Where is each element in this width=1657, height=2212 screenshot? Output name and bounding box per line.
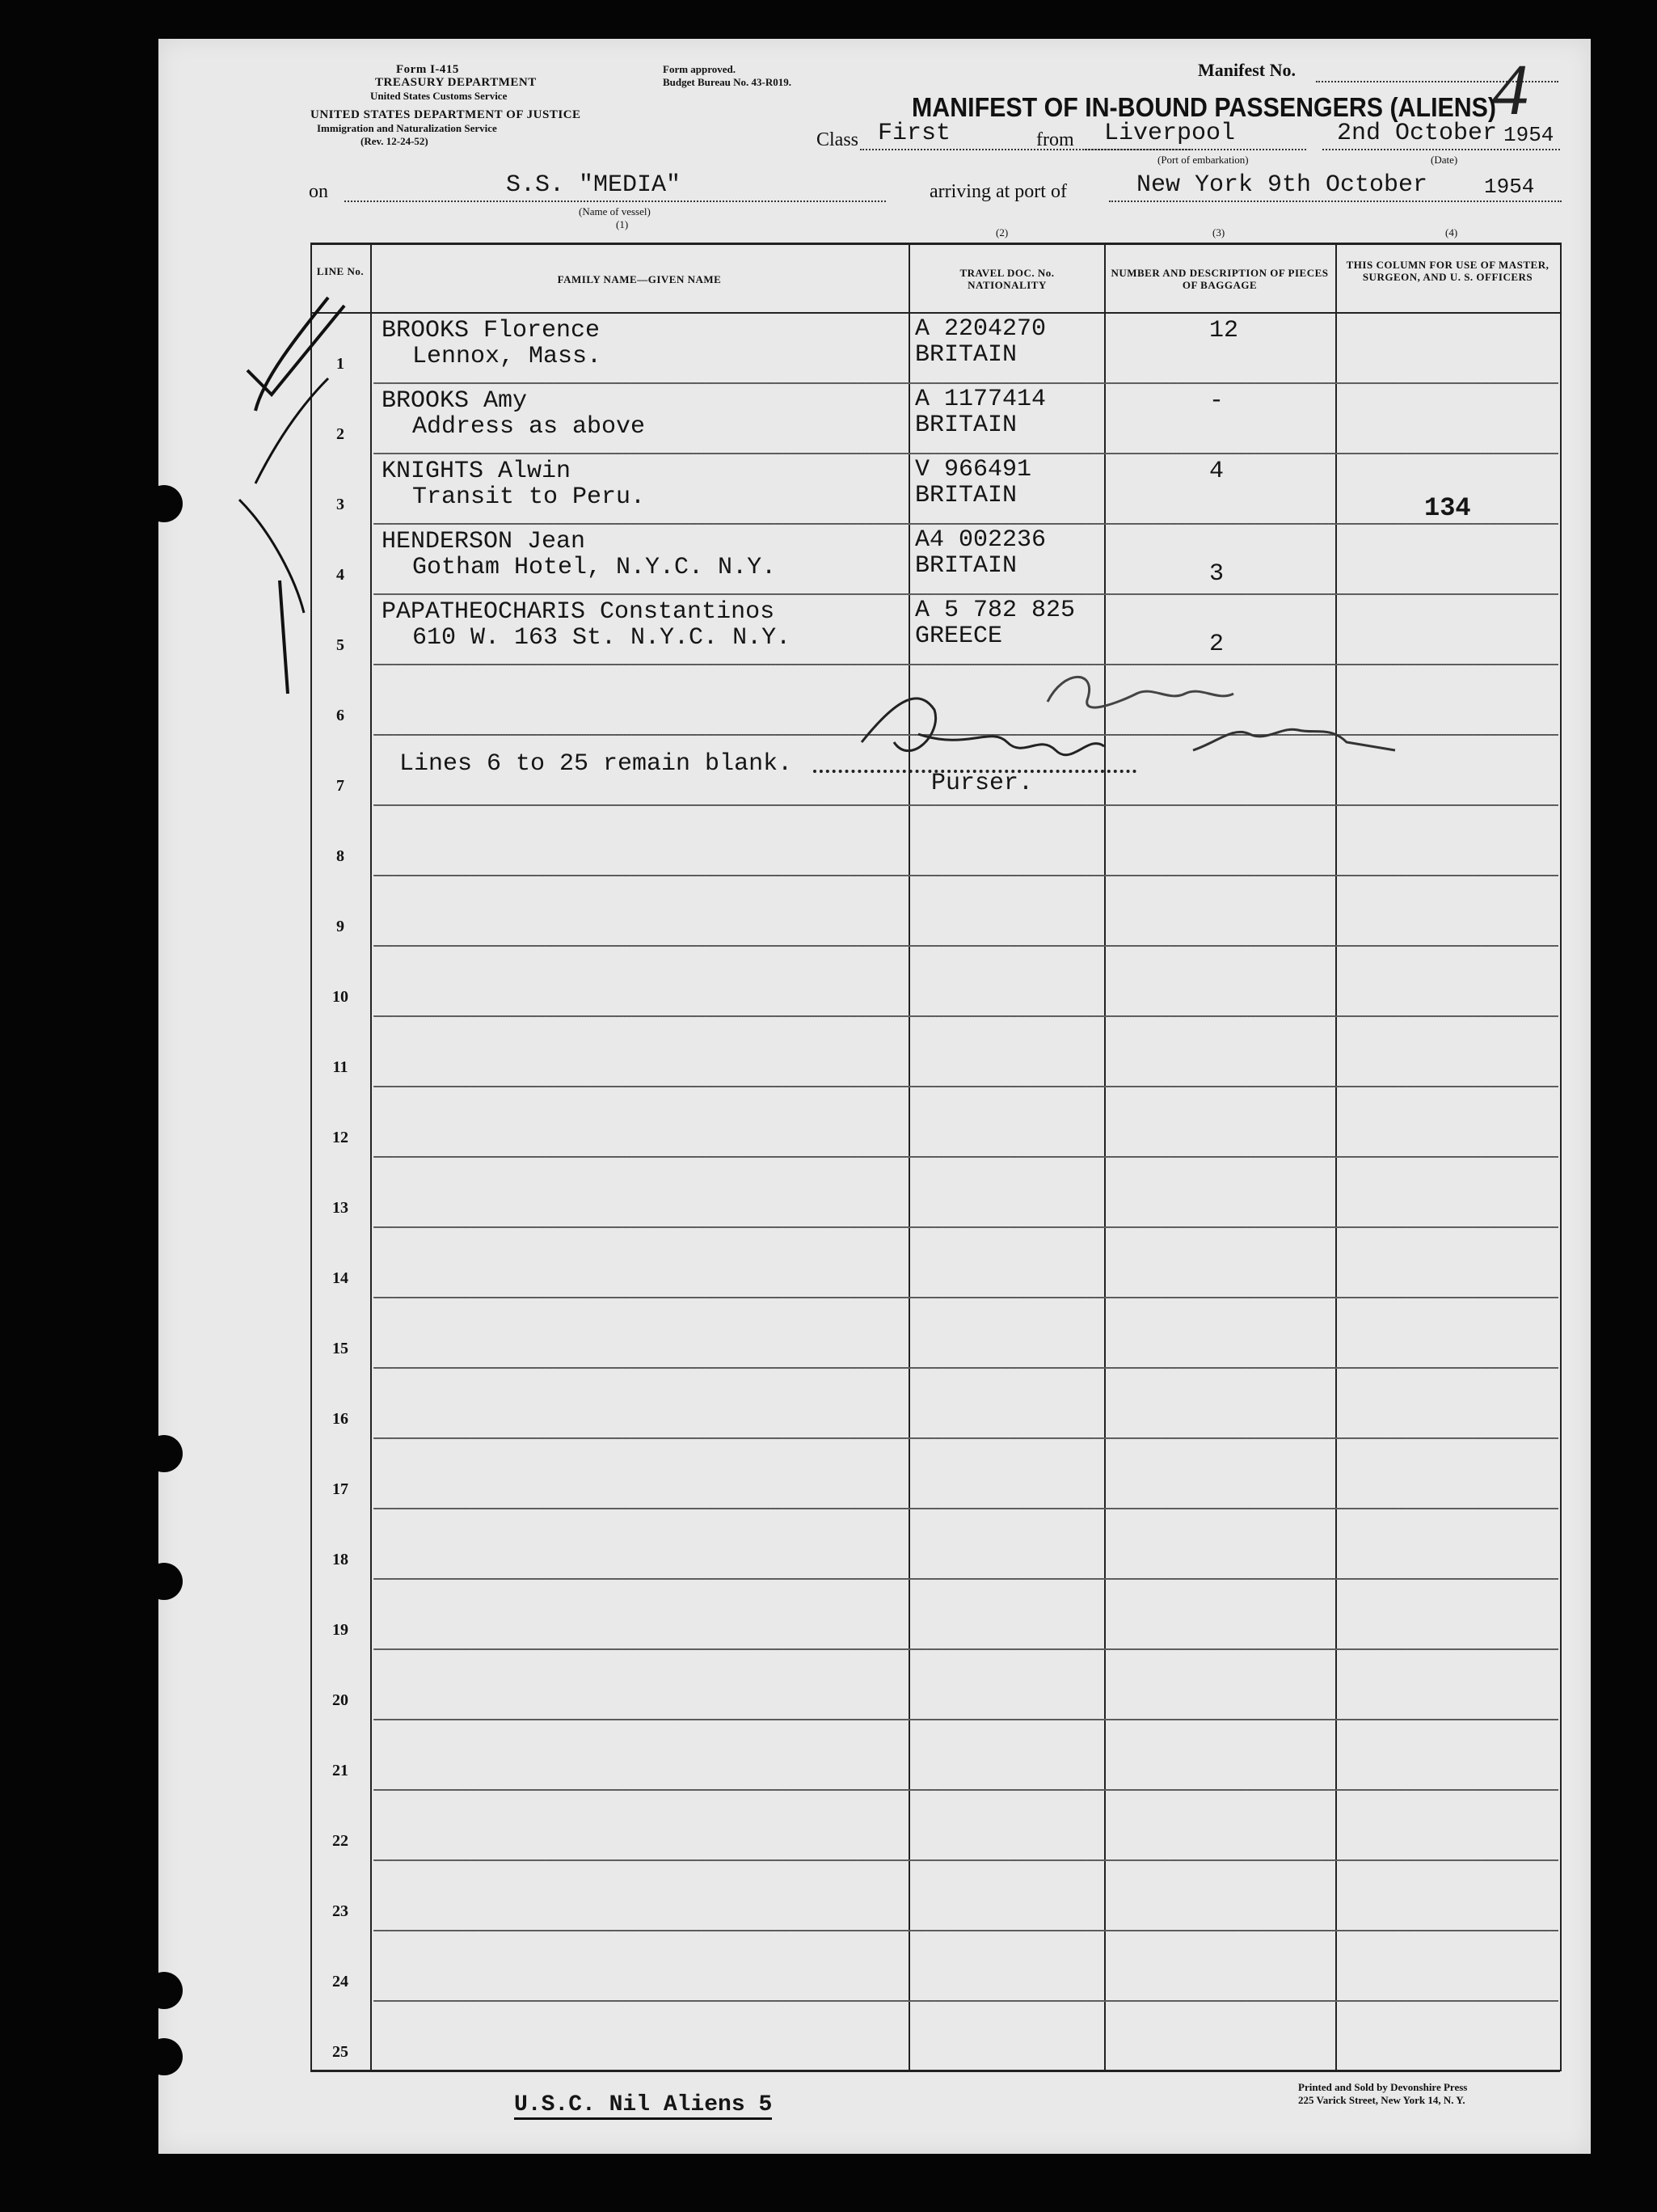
date-caption: (Date) xyxy=(1431,154,1458,166)
row-divider xyxy=(373,1719,1558,1720)
row-divider xyxy=(373,1860,1558,1861)
row-divider xyxy=(373,382,1558,384)
baggage-count: 4 xyxy=(1209,458,1225,485)
row-divider-line-col xyxy=(312,1648,369,1649)
on-label: on xyxy=(309,181,328,202)
printer-line-1: Printed and Sold by Devonshire Press xyxy=(1298,2081,1468,2093)
line-number: 18 xyxy=(332,1551,348,1568)
vessel-name: S.S. "MEDIA" xyxy=(506,171,681,199)
line-number: 22 xyxy=(332,1832,348,1850)
col-officers: THIS COLUMN FOR USE OF MASTER, SURGEON, AND U. S. OFFICERS xyxy=(1346,259,1549,283)
row-divider-line-col xyxy=(312,945,369,946)
purser-signature xyxy=(845,653,1427,799)
row-divider-line-col xyxy=(312,1156,369,1157)
doj-label: UNITED STATES DEPARTMENT OF JUSTICE xyxy=(310,108,581,121)
nationality: GREECE xyxy=(915,623,1003,650)
arriving-value: New York 9th October xyxy=(1136,171,1428,199)
baggage-count: - xyxy=(1209,387,1225,415)
line-number: 6 xyxy=(336,707,344,724)
col-line-no: LINE No. xyxy=(316,265,365,277)
travel-doc-no: A4 002236 xyxy=(915,526,1047,554)
row-divider-line-col xyxy=(312,1226,369,1227)
row-divider xyxy=(373,1015,1558,1017)
travel-col-num: (2) xyxy=(996,226,1009,239)
manifest-page xyxy=(158,39,1591,2154)
passenger-name: PAPATHEOCHARIS Constantinos xyxy=(382,598,775,626)
baggage-count: 12 xyxy=(1209,317,1239,344)
row-divider xyxy=(373,1789,1558,1791)
officers-col-num: (4) xyxy=(1445,226,1458,239)
row-divider-line-col xyxy=(312,1719,369,1720)
nationality: BRITAIN xyxy=(915,552,1018,580)
line-number: 17 xyxy=(332,1480,348,1498)
row-divider xyxy=(373,1367,1558,1369)
ins-label: Immigration and Naturalization Service xyxy=(317,122,497,134)
row-divider xyxy=(373,1930,1558,1931)
treasury-dept: TREASURY DEPARTMENT xyxy=(375,76,537,89)
vessel-caption: (Name of vessel) xyxy=(579,205,651,217)
budget-bureau: Budget Bureau No. 43-R019. xyxy=(663,76,792,88)
col-name: FAMILY NAME—GIVEN NAME xyxy=(557,273,722,285)
line-number: 11 xyxy=(332,1058,348,1076)
purser-label: Purser. xyxy=(931,770,1034,797)
punch-hole xyxy=(145,2038,183,2075)
row-divider xyxy=(373,1437,1558,1439)
passenger-name: BROOKS Florence xyxy=(382,317,601,344)
arriving-year: 1954 xyxy=(1484,175,1535,199)
printer-line-2: 225 Varick Street, New York 14, N. Y. xyxy=(1298,2094,1465,2106)
row-divider-line-col xyxy=(312,875,369,876)
row-divider xyxy=(373,945,1558,947)
travel-doc-no: V 966491 xyxy=(915,456,1032,483)
passenger-name: KNIGHTS Alwin xyxy=(382,458,571,485)
punch-hole xyxy=(116,270,154,307)
date-value: 2nd October xyxy=(1337,120,1498,147)
line-number: 14 xyxy=(332,1269,348,1287)
travel-doc-no: A 1177414 xyxy=(915,386,1047,413)
baggage-col-num: (3) xyxy=(1212,226,1225,239)
row-divider-line-col xyxy=(312,1508,369,1509)
handwritten-page-mark: 4 xyxy=(1492,50,1528,130)
baggage-count: 2 xyxy=(1209,631,1225,658)
usc-note: U.S.C. Nil Aliens 5 xyxy=(514,2092,772,2120)
travel-doc-no: A 2204270 xyxy=(915,315,1047,343)
row-divider xyxy=(373,875,1558,876)
punch-hole xyxy=(145,1972,183,2009)
revision-label: (Rev. 12-24-52) xyxy=(360,135,428,147)
row-divider xyxy=(373,804,1558,806)
row-divider-line-col xyxy=(312,1367,369,1368)
class-value: First xyxy=(878,120,951,147)
passenger-address: 610 W. 163 St. N.Y.C. N.Y. xyxy=(412,624,791,652)
row-divider xyxy=(373,1086,1558,1087)
baggage-count: 3 xyxy=(1209,560,1225,588)
row-divider-line-col xyxy=(312,1297,369,1298)
travel-doc-no: A 5 782 825 xyxy=(915,597,1076,624)
line-number: 7 xyxy=(336,777,344,795)
line-number: 3 xyxy=(336,496,344,513)
officer-note: 134 xyxy=(1424,493,1471,523)
row-divider-line-col xyxy=(312,734,369,735)
line-number: 21 xyxy=(332,1762,348,1779)
line-number: 19 xyxy=(332,1621,348,1639)
row-divider xyxy=(373,1578,1558,1580)
nationality: BRITAIN xyxy=(915,341,1018,369)
punch-hole xyxy=(116,225,154,262)
date-year: 1954 xyxy=(1503,123,1554,147)
line-number: 20 xyxy=(332,1691,348,1709)
passenger-address: Transit to Peru. xyxy=(412,483,646,511)
line-number: 1 xyxy=(336,355,344,373)
form-number: Form I-415 xyxy=(396,63,459,76)
row-divider-line-col xyxy=(312,1578,369,1579)
vessel-col-num: (1) xyxy=(616,218,629,230)
line-number: 24 xyxy=(332,1973,348,1990)
line-number: 8 xyxy=(336,847,344,865)
row-divider-line-col xyxy=(312,1086,369,1087)
class-label: Class xyxy=(816,129,859,150)
customs-service: United States Customs Service xyxy=(370,90,508,102)
punch-hole xyxy=(116,1061,154,1098)
row-divider xyxy=(373,1156,1558,1158)
port-embark-caption: (Port of embarkation) xyxy=(1157,154,1249,166)
punch-hole xyxy=(145,1563,183,1600)
passenger-name: BROOKS Amy xyxy=(382,387,528,415)
from-value: Liverpool xyxy=(1104,120,1236,147)
row-divider xyxy=(373,2000,1558,2002)
from-label: from xyxy=(1036,129,1074,150)
punch-hole xyxy=(145,1435,183,1472)
row-divider-line-col xyxy=(312,2000,369,2001)
arriving-label: arriving at port of xyxy=(930,181,1067,202)
row-divider-line-col xyxy=(312,1015,369,1016)
line-number: 15 xyxy=(332,1340,348,1357)
line-number: 10 xyxy=(332,988,348,1006)
col-baggage: NUMBER AND DESCRIPTION OF PIECES OF BAGGAGE xyxy=(1111,267,1329,291)
row-divider xyxy=(373,453,1558,454)
row-divider-line-col xyxy=(312,1789,369,1790)
check-marks xyxy=(167,273,360,726)
line-number: 23 xyxy=(332,1902,348,1920)
line-number: 4 xyxy=(336,566,344,584)
row-divider xyxy=(373,1226,1558,1228)
row-divider xyxy=(373,1508,1558,1509)
row-divider-line-col xyxy=(312,1437,369,1438)
row-divider xyxy=(373,593,1558,595)
line-number: 12 xyxy=(332,1129,348,1146)
nationality: BRITAIN xyxy=(915,412,1018,439)
passenger-name: HENDERSON Jean xyxy=(382,528,586,555)
line-number: 13 xyxy=(332,1199,348,1217)
row-divider xyxy=(373,523,1558,525)
row-divider-line-col xyxy=(312,804,369,805)
line-number: 2 xyxy=(336,425,344,443)
line-number: 5 xyxy=(336,636,344,654)
blank-lines-note: Lines 6 to 25 remain blank. xyxy=(399,750,793,778)
col-travel-doc: TRAVEL DOC. No. NATIONALITY xyxy=(959,267,1055,291)
row-divider-line-col xyxy=(312,1930,369,1931)
passenger-address: Lennox, Mass. xyxy=(412,343,602,370)
manifest-title: MANIFEST OF IN-BOUND PASSENGERS (ALIENS) xyxy=(912,92,1497,122)
line-number: 25 xyxy=(332,2043,348,2061)
nationality: BRITAIN xyxy=(915,482,1018,509)
passenger-address: Gotham Hotel, N.Y.C. N.Y. xyxy=(412,554,777,581)
line-number: 9 xyxy=(336,918,344,935)
punch-hole xyxy=(116,1917,154,1954)
passenger-address: Address as above xyxy=(412,413,646,441)
row-divider xyxy=(373,1297,1558,1298)
line-number: 16 xyxy=(332,1410,348,1428)
row-divider xyxy=(373,1648,1558,1650)
manifest-no-label: Manifest No. xyxy=(1198,60,1296,80)
form-approved: Form approved. xyxy=(663,63,736,75)
